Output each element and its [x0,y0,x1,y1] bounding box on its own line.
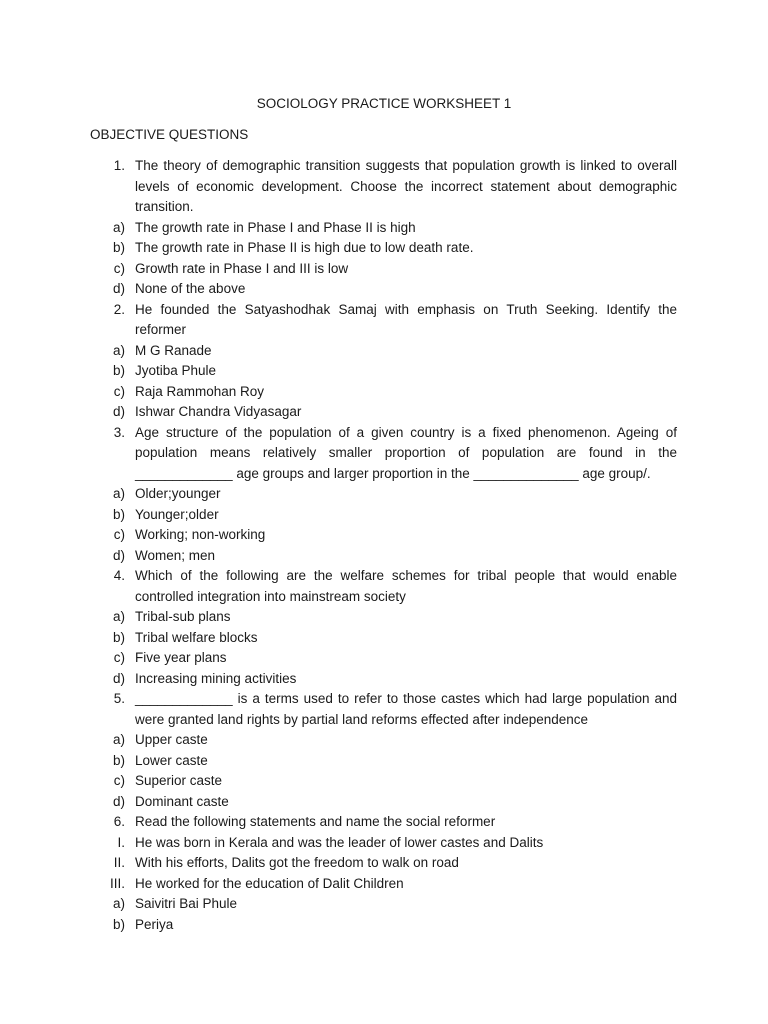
option-text: Working; non-working [135,527,266,542]
option-text: Five year plans [135,650,227,665]
option-label: d) [112,793,125,809]
option-text: M G Ranade [135,342,212,358]
option-text: Ishwar Chandra Vidyasagar [135,404,302,419]
option-label: b) [112,916,125,932]
question-item [0,156,768,218]
answer-option [0,751,768,772]
answer-option [0,792,768,813]
question-item [0,423,768,485]
question-item [0,566,768,607]
option-label: b) [112,363,125,378]
answer-option [0,730,768,751]
option-text: Older;younger [135,486,221,501]
page-title: SOCIOLOGY PRACTICE WORKSHEET 1 [256,96,512,111]
option-text: The growth rate in Phase II is high due to low death rate. [135,240,474,255]
section-heading: OBJECTIVE QUESTIONS [90,127,249,142]
option-text: Increasing mining activities [135,670,297,686]
answer-option [0,833,768,854]
option-label: a) [112,219,125,235]
answer-option [0,853,768,874]
answer-option [0,505,768,526]
option-text: None of the above [135,281,246,296]
option-text: Raja Rammohan Roy [135,383,265,399]
option-text: Younger;older [135,506,219,522]
answer-option [0,525,768,546]
question-text: He founded the Satyashodhak Samaj with emphasis on Truth Seeking. Identify the reformer [135,301,677,337]
option-label: d) [112,404,125,419]
question-number: 4. [113,568,125,583]
option-label: d) [112,547,125,563]
question-number: 5. [113,691,125,706]
option-text: Tribal-sub plans [135,609,231,624]
option-text: Dominant caste [135,793,229,809]
option-label: II. [113,855,125,870]
question-text: _____________ is a terms used to refer to those castes which had large population and were granted land rights by partial land reforms effected after independence [135,691,677,727]
option-text: The growth rate in Phase I and Phase II is high [135,219,416,235]
option-label: d) [112,670,125,686]
answer-option [0,382,768,403]
option-label: c) [113,773,125,788]
option-label: a) [112,896,125,911]
question-list [0,156,768,935]
answer-option [0,361,768,382]
answer-option [0,648,768,669]
option-text: Upper caste [135,732,208,747]
answer-option [0,628,768,649]
option-label: III. [109,875,125,891]
option-text: Superior caste [135,773,223,788]
answer-option [0,402,768,423]
option-text: He worked for the education of Dalit Children [135,875,404,891]
question-text: The theory of demographic transition suggests that population growth is linked to overall levels of economic development. Choose the incorrect statement about demographic transition. [135,158,677,214]
answer-option [0,484,768,505]
option-label: a) [112,732,125,747]
answer-option [0,546,768,567]
option-label: c) [113,260,125,276]
option-text: Growth rate in Phase I and III is low [135,260,349,276]
option-label: c) [113,383,125,399]
option-text: He was born in Kerala and was the leader of lower castes and Dalits [135,834,544,850]
option-text: Lower caste [135,752,208,768]
option-label: b) [112,629,125,645]
option-text: Women; men [135,547,216,563]
option-text: Jyotiba Phule [135,363,217,378]
answer-option [0,771,768,792]
option-label: a) [112,486,125,501]
answer-option [0,894,768,915]
option-label: c) [113,650,125,665]
question-number: 3. [113,424,125,440]
question-number: 1. [113,158,125,173]
option-label: I. [117,834,125,850]
option-label: b) [112,752,125,768]
question-text: Age structure of the population of a given country is a fixed phenomenon. Ageing of population means relatively smaller proportion of population are found in the _____________ age groups and larger proportion in the ______________ age group/. [135,424,677,481]
option-text: Tribal welfare blocks [135,629,258,645]
answer-option [0,259,768,280]
question-item [0,300,768,341]
answer-option [0,669,768,690]
option-label: b) [112,506,125,522]
question-number: 6. [113,814,125,829]
question-number: 2. [113,301,125,317]
option-label: c) [113,527,125,542]
answer-option [0,279,768,300]
option-label: d) [112,281,125,296]
option-label: a) [112,342,125,358]
question-text: Which of the following are the welfare schemes for tribal people that would enable controlled integration into mainstream society [135,568,677,604]
answer-option [0,607,768,628]
answer-option [0,218,768,239]
option-label: a) [112,609,125,624]
option-text: Periya [135,916,174,932]
option-label: b) [112,240,125,255]
question-item [0,812,768,833]
answer-option [0,915,768,936]
answer-option [0,874,768,895]
answer-option [0,238,768,259]
option-text: With his efforts, Dalits got the freedom to walk on road [135,855,459,870]
question-text: Read the following statements and name the social reformer [135,814,496,829]
answer-option [0,341,768,362]
question-item [0,689,768,730]
option-text: Saivitri Bai Phule [135,896,238,911]
